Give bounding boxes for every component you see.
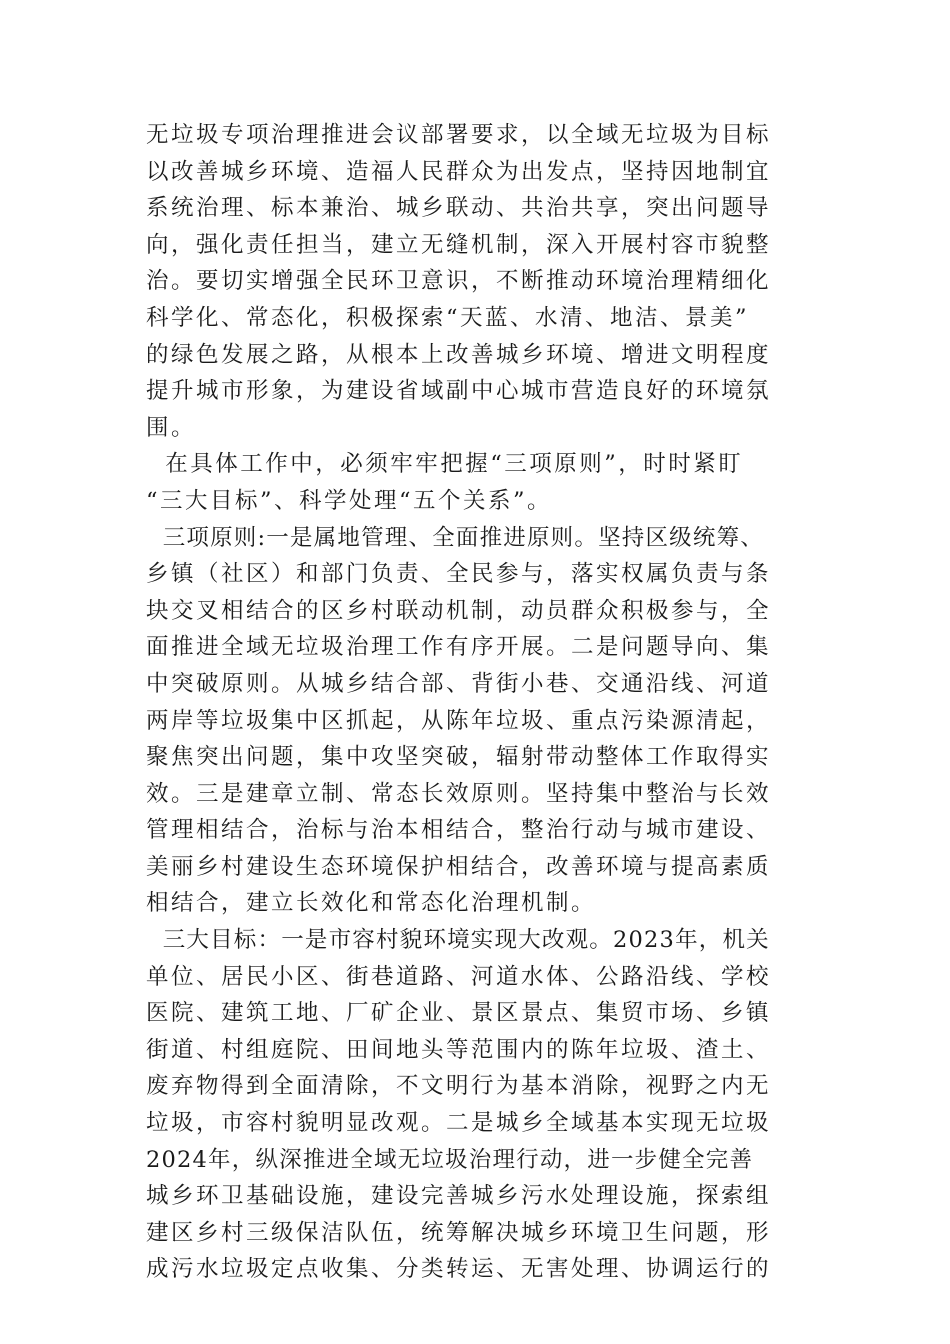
text-line: 建区乡村三级保洁队伍，统筹解决城乡环境卫生问题，形 <box>146 1219 772 1246</box>
text-line: 块交叉相结合的区乡村联动机制，动员群众积极参与，全 <box>146 597 772 624</box>
text-line: 乡镇（社区）和部门负责、全民参与，落实权属负责与条 <box>146 561 772 588</box>
text-line: 围。 <box>146 414 197 441</box>
text-line: 成污水垃圾定点收集、分类转运、无害处理、协调运行的 <box>146 1256 772 1283</box>
text-line: 聚焦突出问题，集中攻坚突破，辐射带动整体工作取得实 <box>146 744 772 771</box>
text-line: 废弃物得到全面清除，不文明行为基本消除，视野之内无 <box>146 1073 772 1100</box>
text-line: 城乡环卫基础设施，建设完善城乡污水处理设施，探索组 <box>146 1183 772 1210</box>
text-line: “三大目标”、科学处理“五个关系”。 <box>146 487 553 514</box>
text-line: 的绿色发展之路，从根本上改善城乡环境、增进文明程度 <box>146 341 772 368</box>
text-line: 面推进全域无垃圾治理工作有序开展。二是问题导向、集 <box>146 634 772 661</box>
text-line: 科学化、常态化，积极探索“天蓝、水清、地洁、景美” <box>146 304 750 331</box>
text-line: 中突破原则。从城乡结合部、背街小巷、交通沿线、河道 <box>146 670 772 697</box>
document-body <box>146 117 816 1288</box>
text-line: 美丽乡村建设生态环境保护相结合，改善环境与提高素质 <box>146 853 772 880</box>
text-line: 医院、建筑工地、厂矿企业、景区景点、集贸市场、乡镇 <box>146 1000 772 1027</box>
text-line: 提升城市形象，为建设省域副中心城市营造良好的环境氛 <box>146 378 772 405</box>
text-line: 三大目标：一是市容村貌环境实现大改观。2023年，机关 <box>146 927 770 954</box>
text-line: 垃圾，市容村貌明显改观。二是城乡全域基本实现无垃圾 <box>146 1110 772 1137</box>
text-line: 两岸等垃圾集中区抓起，从陈年垃圾、重点污染源清起， <box>146 707 772 734</box>
text-line: 无垃圾专项治理推进会议部署要求，以全域无垃圾为目标 <box>146 122 772 148</box>
text-line: 在具体工作中，必须牢牢把握“三项原则”，时时紧盯 <box>146 451 744 478</box>
text-line: 系统治理、标本兼治、城乡联动、共治共享，突出问题导 <box>146 195 772 222</box>
text-line: 相结合，建立长效化和常态化治理机制。 <box>146 890 597 917</box>
text-line: 治。要切实增强全民环卫意识，不断推动环境治理精细化 <box>146 268 772 295</box>
text-line: 效。三是建章立制、常态长效原则。坚持集中整治与长效 <box>146 780 772 807</box>
text-line: 管理相结合，治标与治本相结合，整治行动与城市建设、 <box>146 817 772 844</box>
text-line: 向，强化责任担当，建立无缝机制，深入开展村容市貌整 <box>146 231 772 258</box>
text-line: 单位、居民小区、街巷道路、河道水体、公路沿线、学校 <box>146 963 772 990</box>
text-line: 街道、村组庭院、田间地头等范围内的陈年垃圾、渣土、 <box>146 1036 772 1063</box>
text-line: 2024年，纵深推进全域无垃圾治理行动，进一步健全完善 <box>146 1146 754 1173</box>
text-line: 三项原则:一是属地管理、全面推进原则。坚持区级统筹、 <box>146 524 764 551</box>
text-line: 以改善城乡环境、造福人民群众为出发点，坚持因地制宜 <box>146 158 772 185</box>
